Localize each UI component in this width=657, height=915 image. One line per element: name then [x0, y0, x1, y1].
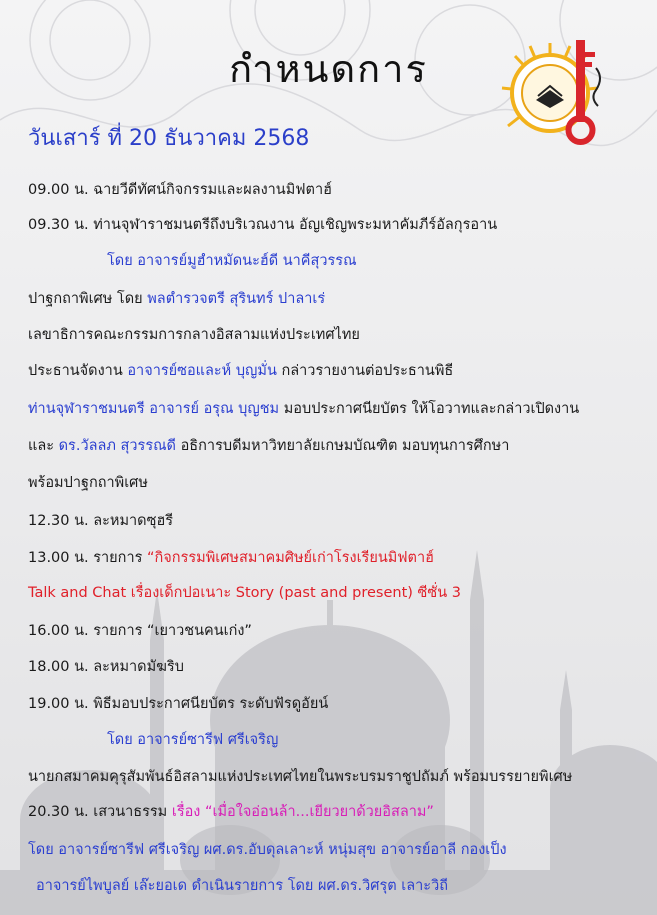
schedule-item-0900: 09.00 น. ฉายวีดีทัศน์กิจกรรมและผลงานมิฟตาฮ์: [28, 182, 332, 198]
keynote-speaker-title: เลขาธิการคณะกรรมการกลางอิสลามแห่งประเทศไทย: [28, 327, 360, 343]
schedule-item-1230: 12.30 น. ละหมาดซุฮรี: [28, 513, 174, 529]
schedule-item-2030-label: 20.30 น. เสวนาธรรม: [28, 804, 172, 820]
schedule-item-0930-host: โดย อาจารย์มูฮำหมัดนะฮ์ดี นาคีสุวรรณ: [107, 253, 357, 269]
host-title: นายกสมาคมคุรุสัมพันธ์อิสลามแห่งประเทศไทยในพระบรมราชูปถัมภ์ พร้อมบรรยายพิเศษ: [28, 769, 573, 785]
schedule-item-0930: 09.30 น. ท่านจุฬาราชมนตรีถึงบริเวณงาน อัญเชิญพระมหาคัมภีร์อัลกุรอาน: [28, 217, 498, 233]
keynote-speaker: พลตำรวจตรี สุรินทร์ ปาลาเร่: [147, 291, 326, 307]
schedule-item-2030-topic: เรื่อง “เมื่อใจอ่อนล้า...เยียวยาด้วยอิสลาม”: [171, 804, 434, 820]
schedule-item-1300: [28, 546, 434, 569]
schedule-item-1800: 18.00 น. ละหมาดมัฆริบ: [28, 659, 184, 675]
schedule-item-1300-program: “กิจกรรมพิเศษสมาคมศิษย์เก่าโรงเรียนมิฟตาฮ์: [147, 550, 434, 566]
panel-speakers: โดย อาจารย์ซารีฟ ศรีเจริญ ผศ.ดร.อับดุลเลาะห์ หนุ่มสุข อาจารย์อาลี กองเป็ง: [28, 842, 507, 858]
schedule-item-1300-label: 13.00 น. รายการ: [28, 550, 147, 566]
rector-action: อธิการบดีมหาวิทยาลัยเกษมบัณฑิต มอบทุนการศึกษา: [175, 438, 510, 454]
chairman-name: อาจารย์ซอและห์ บุญมั่น: [127, 363, 277, 379]
rector-name: ดร.วัลลภ สุวรรณดี: [58, 438, 176, 454]
schedule-item-1900-host: โดย อาจารย์ซารีฟ ศรีเจริญ: [107, 732, 279, 748]
schedule-item-1900: 19.00 น. พิธีมอบประกาศนียบัตร ระดับฟัรดูอัยน์: [28, 696, 329, 712]
chularatchamontri-line: [28, 397, 579, 420]
schedule-item-1600: 16.00 น. รายการ “เยาวชนคนเก่ง”: [28, 623, 252, 639]
rector-prefix: และ: [28, 438, 59, 454]
keynote-label: ปาฐกถาพิเศษ โดย: [28, 291, 148, 307]
rector-line: [28, 434, 509, 457]
chairman-label: ประธานจัดงาน: [28, 363, 128, 379]
talk-and-chat-line: Talk and Chat เรื่องเด็กปอเนาะ Story (past and present) ซีซั่น 3: [28, 585, 461, 601]
schedule-item-2030: [28, 800, 434, 823]
chularatchamontri-action: มอบประกาศนียบัตร ให้โอวาทและกล่าวเปิดงาน: [279, 401, 580, 417]
keynote-line: [28, 287, 325, 310]
chularatchamontri-name: ท่านจุฬาราชมนตรี อาจารย์ อรุณ บุญชม: [28, 401, 280, 417]
page-title: กำหนดการ: [229, 47, 428, 91]
chairman-line: [28, 359, 453, 382]
panel-moderator: อาจารย์ไพบูลย์ เล๊ะยอเด ดำเนินรายการ โดย ผศ.ดร.วิศรุต เลาะวิถี: [36, 878, 449, 894]
chairman-action: กล่าวรายงานต่อประธานพิธี: [276, 363, 454, 379]
event-date: วันเสาร์ ที่ 20 ธันวาคม 2568: [28, 126, 310, 151]
rector-keynote: พร้อมปาฐกถาพิเศษ: [28, 475, 148, 491]
school-emblem-icon: [500, 38, 618, 148]
